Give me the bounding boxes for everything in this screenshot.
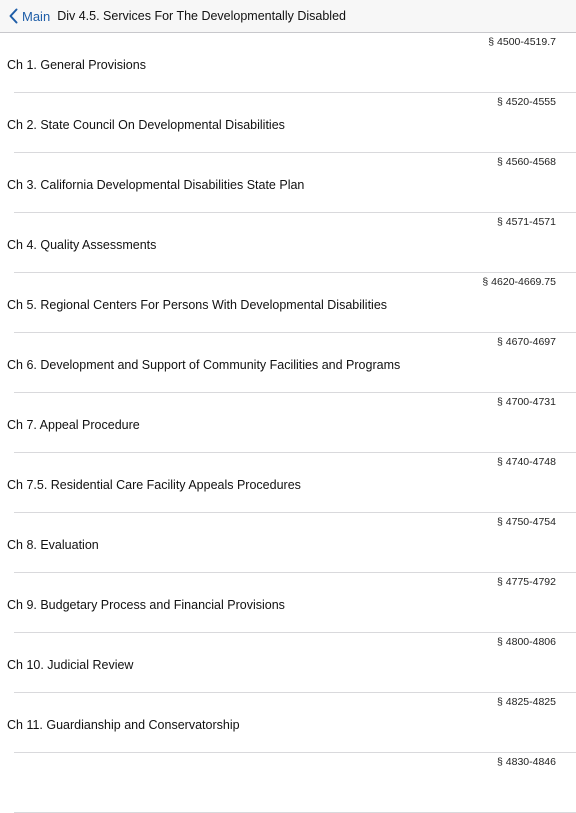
chapter-title: Ch 7.5. Residential Care Facility Appeals Procedures [7,478,301,492]
chapter-row-3[interactable] [0,153,576,213]
chapter-title: Ch 4. Quality Assessments [7,238,157,252]
section-range: § 4520-4555 [497,96,556,108]
section-range: § 4825-4825 [497,696,556,708]
chapter-title: Ch 5. Regional Centers For Persons With Developmental Disabilities [7,298,388,312]
section-range: § 4560-4568 [497,156,556,168]
chapter-row-6[interactable] [0,333,576,393]
chapter-title: Ch 3. California Developmental Disabilities State Plan [7,178,305,192]
chapter-row-9[interactable] [0,573,576,633]
chapter-row-12[interactable] [0,753,576,813]
chapter-title: Ch 9. Budgetary Process and Financial Provisions [7,598,285,612]
chapter-list [0,33,576,813]
navigation-bar [0,0,576,33]
chapter-row-7[interactable] [0,393,576,453]
chapter-row-1[interactable] [0,33,576,93]
chapter-row-2[interactable] [0,93,576,153]
section-range: § 4750-4754 [497,516,556,528]
chapter-title: Ch 7. Appeal Procedure [7,418,140,432]
chapter-title: Ch 6. Development and Support of Community Facilities and Programs [7,358,401,372]
section-range: § 4800-4806 [497,636,556,648]
chapter-row-4[interactable] [0,213,576,273]
chapter-row-8[interactable] [0,513,576,573]
chapter-row-11[interactable] [0,693,576,753]
chapter-title: Ch 11. Guardianship and Conservatorship [7,718,240,732]
chapter-title: Ch 10. Judicial Review [7,658,134,672]
back-button[interactable] [9,8,50,24]
chapter-row-7-5[interactable] [0,453,576,513]
section-range: § 4620-4669.75 [482,276,556,288]
chapter-title: Ch 1. General Provisions [7,58,146,72]
back-button-label: Main [22,8,51,24]
chapter-row-10[interactable] [0,633,576,693]
chapter-row-5[interactable] [0,273,576,333]
section-range: § 4740-4748 [497,456,556,468]
chapter-title: Ch 8. Evaluation [7,538,99,552]
section-range: § 4700-4731 [497,396,556,408]
page-title: Div 4.5. Services For The Developmentally Disabled [57,9,346,23]
section-range: § 4775-4792 [497,576,556,588]
section-range: § 4670-4697 [497,336,556,348]
chapter-title: Ch 2. State Council On Developmental Disabilities [7,118,285,132]
section-range: § 4830-4846 [497,756,556,768]
section-range: § 4500-4519.7 [488,36,556,48]
section-range: § 4571-4571 [497,216,556,228]
chevron-left-icon [9,8,18,24]
